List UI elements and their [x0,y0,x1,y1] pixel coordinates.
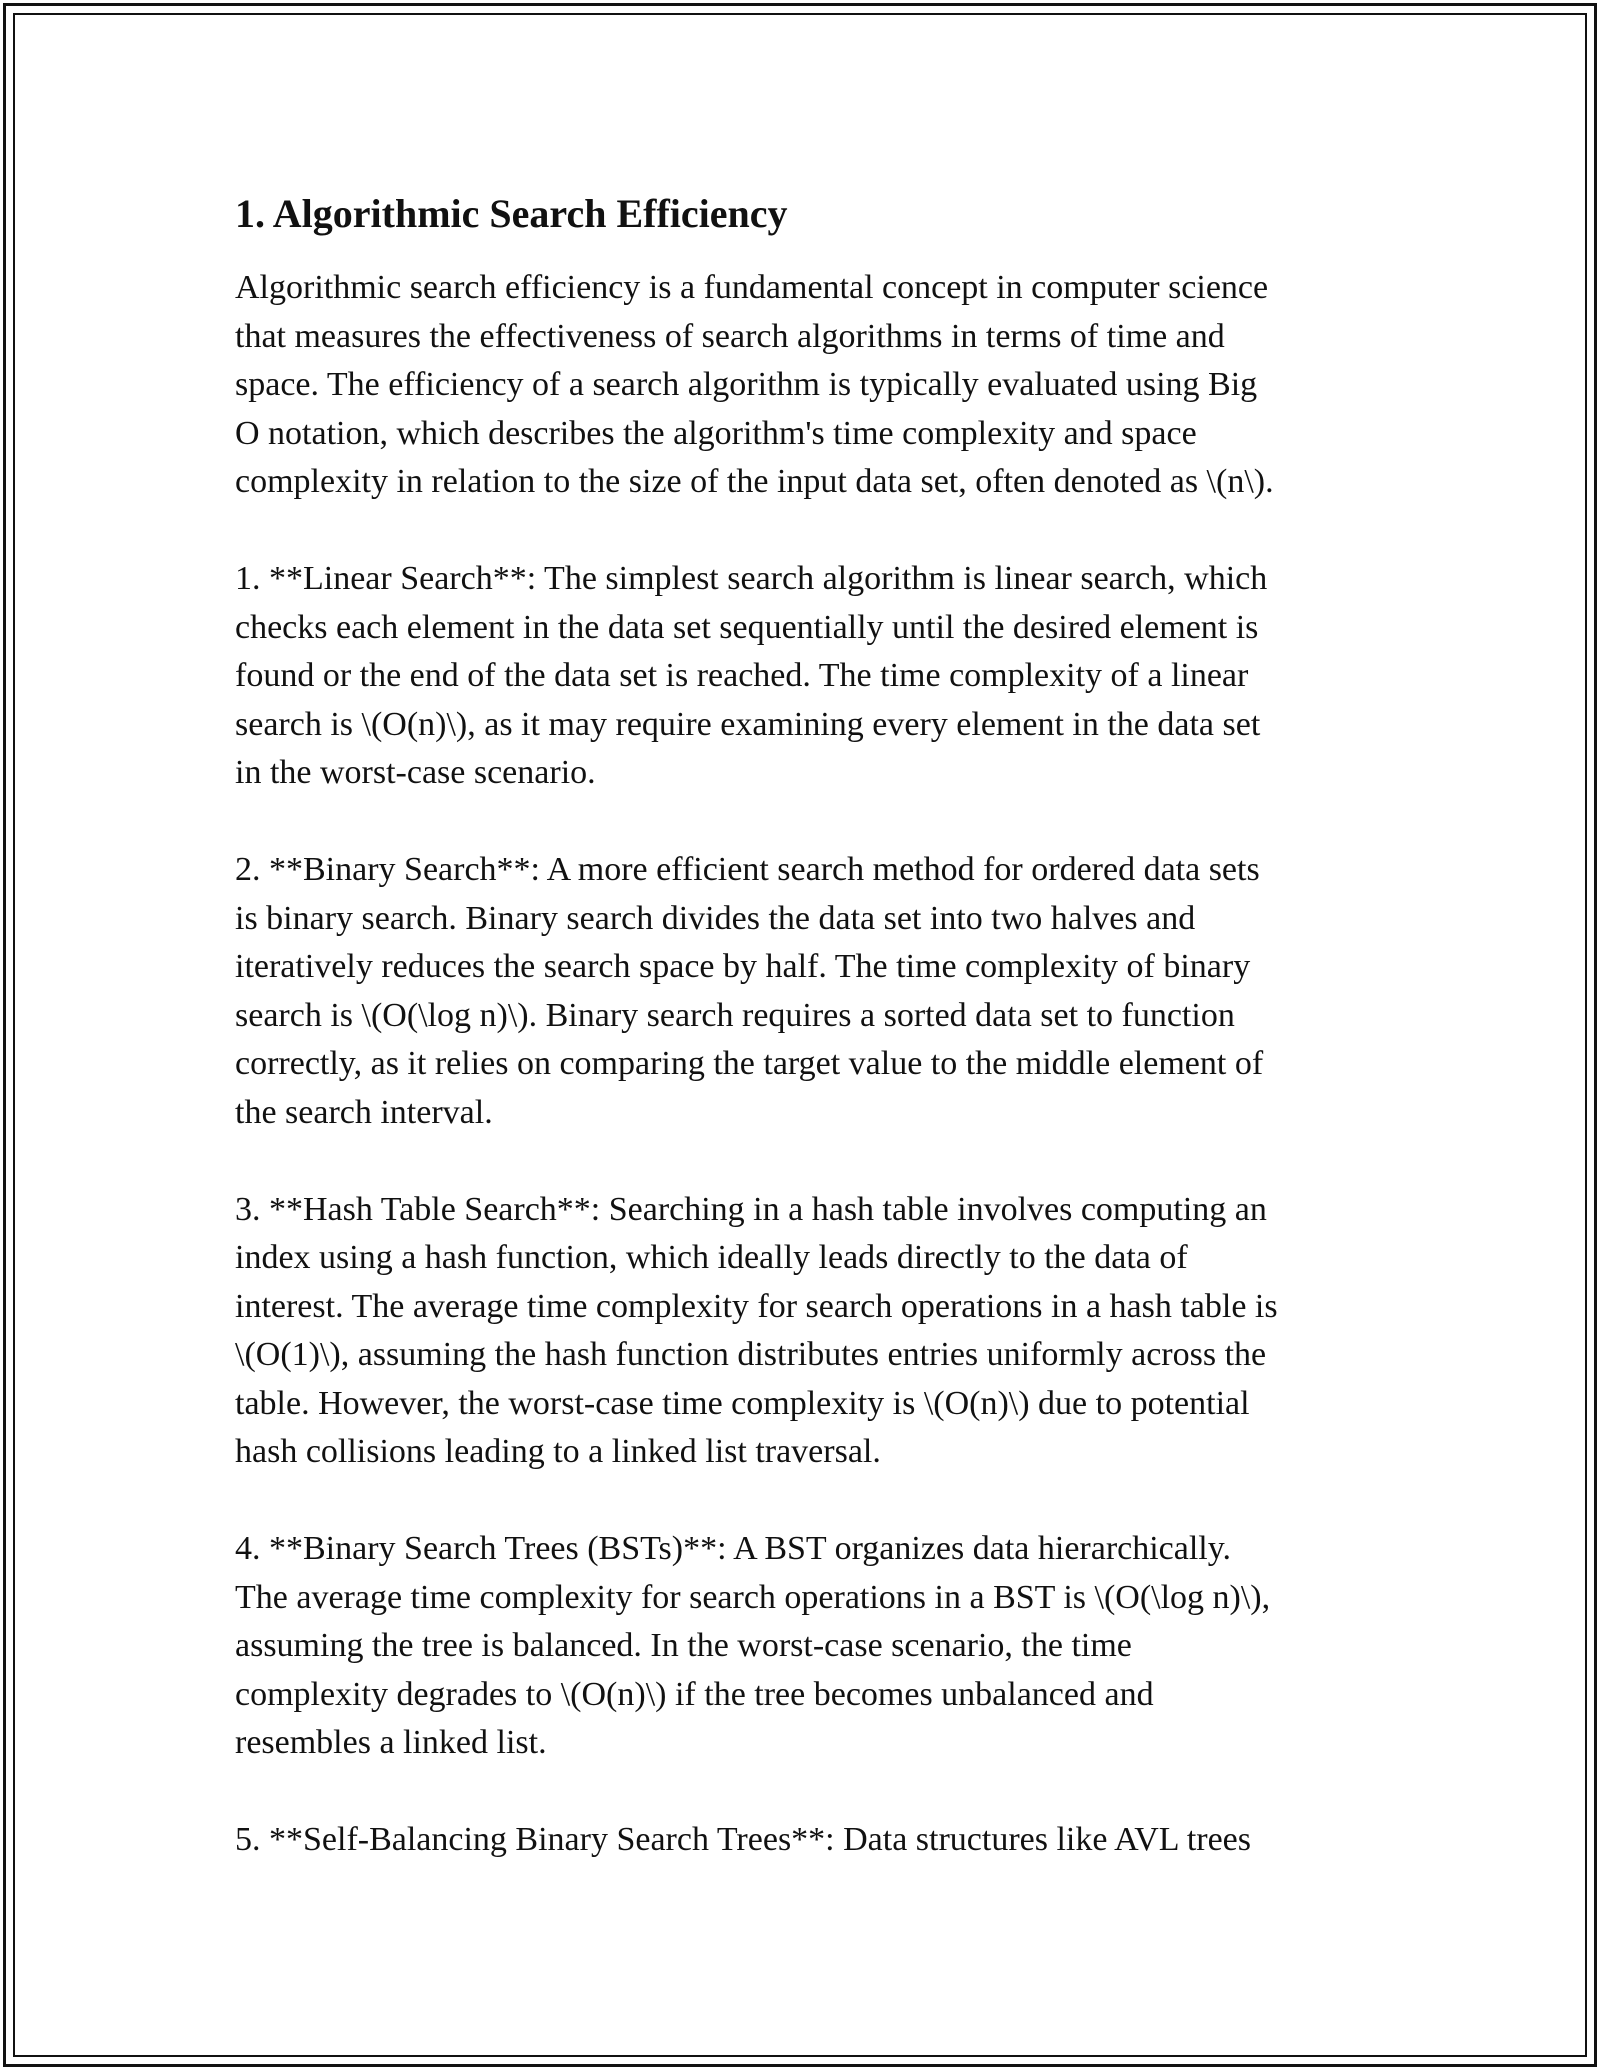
text-line: resembles a linked list. [235,1724,547,1761]
paragraph-intro [235,264,1370,507]
text-line: found or the end of the data set is reached. The time complexity of a linear [235,657,1249,694]
text-line: the search interval. [235,1093,493,1131]
text-line: checks each element in the data set sequentially until the desired element is [235,608,1259,646]
document-body [235,188,1370,1865]
text-line: \(O(1)\), assuming the hash function distributes entries uniformly across the [235,1336,1267,1373]
text-line: index using a hash function, which ideally leads directly to the data of [235,1239,1188,1276]
text-line: space. The efficiency of a search algorithm is typically evaluated using Big [235,366,1258,403]
paragraph-bst [235,1525,1370,1768]
paragraph-hash-table-search [235,1186,1370,1477]
text-line: that measures the effectiveness of search algorithms in terms of time and [235,317,1225,355]
text-line: O notation, which describes the algorithm's time complexity and space [235,414,1197,452]
text-line: complexity in relation to the size of the input data set, often denoted as \(n\). [235,463,1274,500]
paragraph-binary-search [235,846,1370,1137]
text-line: 2. **Binary Search**: A more efficient search method for ordered data sets [235,851,1260,888]
text-line: iteratively reduces the search space by half. The time complexity of binary [235,948,1251,985]
text-line: interest. The average time complexity for search operations in a hash table is [235,1287,1278,1325]
text-line: table. However, the worst-case time complexity is \(O(n)\) due to potential [235,1384,1250,1422]
text-line: is binary search. Binary search divides the data set into two halves and [235,899,1196,937]
text-line: 1. **Linear Search**: The simplest search algorithm is linear search, which [235,560,1268,597]
text-line: 3. **Hash Table Search**: Searching in a hash table involves computing an [235,1190,1267,1228]
text-line: Algorithmic search efficiency is a fundamental concept in computer science [235,269,1269,306]
text-line: complexity degrades to \(O(n)\) if the tree becomes unbalanced and [235,1675,1154,1713]
text-line: in the worst-case scenario. [235,754,596,791]
text-line: search is \(O(n)\), as it may require examining every element in the data set [235,705,1261,743]
text-line: The average time complexity for search operations in a BST is \(O(\log n)\), [235,1578,1271,1616]
paragraph-self-balancing-bst [235,1816,1370,1865]
text-line: search is \(O(\log n)\). Binary search requires a sorted data set to function [235,996,1235,1034]
paragraph-linear-search [235,555,1370,798]
text-line: 5. **Self-Balancing Binary Search Trees**: Data structures like AVL trees [235,1821,1251,1858]
text-line: hash collisions leading to a linked list traversal. [235,1433,881,1470]
text-line: 4. **Binary Search Trees (BSTs)**: A BST organizes data hierarchically. [235,1530,1232,1567]
section-heading: 1. Algorithmic Search Efficiency [235,191,788,236]
text-line: correctly, as it relies on comparing the target value to the middle element of [235,1045,1264,1082]
text-line: assuming the tree is balanced. In the worst-case scenario, the time [235,1627,1132,1664]
